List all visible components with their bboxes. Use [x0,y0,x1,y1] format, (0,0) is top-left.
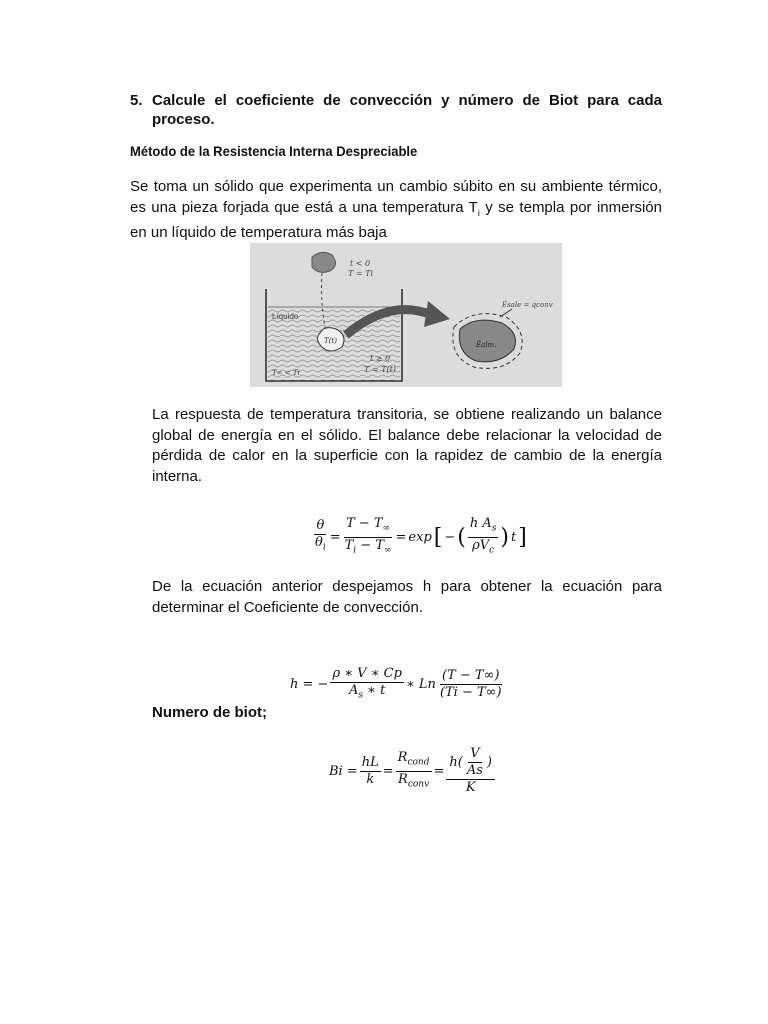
label-after-2: T = T(t) [364,365,396,374]
temp-numerator: $T - T_\infty$ [344,516,392,538]
ln-function: ∗ Ln [405,677,436,693]
ln-denominator: (Ti − T∞) [439,685,502,701]
h-lhs: h = − [290,677,329,693]
hl-fraction [360,755,381,788]
exponent-fraction [468,516,499,558]
label-after-1: t ≥ 0 [370,354,391,363]
quenching-figure [250,243,562,387]
intro-text-b: y se templa por inmersión en un líquido de temperatura más baja [130,198,662,241]
rho-denominator: $A_s$ ∗ t [349,683,386,701]
r-conv: $R_{conv}$ [398,771,430,790]
equation-convection-coefficient [289,666,505,704]
solid-before [312,252,336,272]
close-paren: ) [500,524,509,550]
k-denominator: k [366,771,375,787]
rho-numerator: ρ ∗ V ∗ Cp [332,666,402,681]
equals-sign: = [395,529,407,545]
time-variable: t [511,529,517,545]
exp-function: exp [408,529,432,545]
open-bracket: [ [433,524,443,550]
open-paren: ( [457,524,466,550]
equation-biot-number [328,746,496,796]
question-number: 5. [130,92,143,109]
label-before-2: T = Ti [348,269,374,278]
question [130,91,662,129]
intro-subscript: i [477,207,480,218]
label-liquid: Líquido [272,312,299,321]
theta-i: $\theta_i$ [315,535,326,553]
hl-numerator: hL [361,754,379,770]
equals-sign: = [382,763,394,779]
solve-paragraph: De la ecuación anterior despejamos h para obtener la ecuación para determinar el Coeficiente de convección. [152,578,662,616]
resistance-fraction [396,750,432,792]
r-cond: $R_{cond}$ [396,750,432,772]
label-energy-stored: Ėalm. [476,341,497,349]
label-before-1: t < 0 [350,259,371,268]
equals-sign: = [329,529,341,545]
label-solid: T(t) [324,337,337,345]
section-heading: Método de la Resistencia Interna Despreciable [130,143,418,159]
v-as-fraction [465,746,485,779]
equation-temperature-ratio [312,516,528,558]
bi-lhs: Bi = [329,763,358,779]
minus-sign: − [444,529,456,545]
ln-numerator: (T − T∞) [442,668,500,684]
exponent-numerator: h $A_s$ [468,516,499,538]
close-bracket: ] [518,524,527,550]
label-bath: T∞ < Ti [272,369,300,377]
label-energy-out: Ėsale = qconv [502,301,553,309]
temp-denominator: $T_i - T_\infty$ [344,537,392,556]
intro-text-a: Se toma un sólido que experimenta un cambio súbito en su ambiente térmico, es una pieza forjada que está a una temperatura T [130,178,662,216]
ln-fraction [438,668,504,701]
intro-paragraph [130,177,662,244]
response-paragraph: La respuesta de temperatura transitoria, se obtiene realizando un balance global de energía en el sólido. El balance debe relacionar la velocidad de pérdida de calor en la superficie con la rapidez de cambio de la energía interna. [152,406,662,485]
question-text: Calcule el coeficiente de convección y número de Biot para cada proceso. [152,92,662,128]
theta: θ [316,518,325,534]
as-denominator: As [466,763,483,778]
theta-fraction [313,518,328,556]
equals-sign: = [433,763,445,779]
rho-fraction [330,666,404,704]
temperature-fraction [343,516,394,558]
hv-numerator: h( $\frac{V}{As}$ ) [446,746,495,780]
exponent-denominator: $\rho V_c$ [472,537,495,556]
K-denominator: K [465,780,476,795]
v-numerator: V [470,746,480,761]
biot-label: Numero de biot; [152,704,267,721]
hv-fraction [446,746,495,796]
